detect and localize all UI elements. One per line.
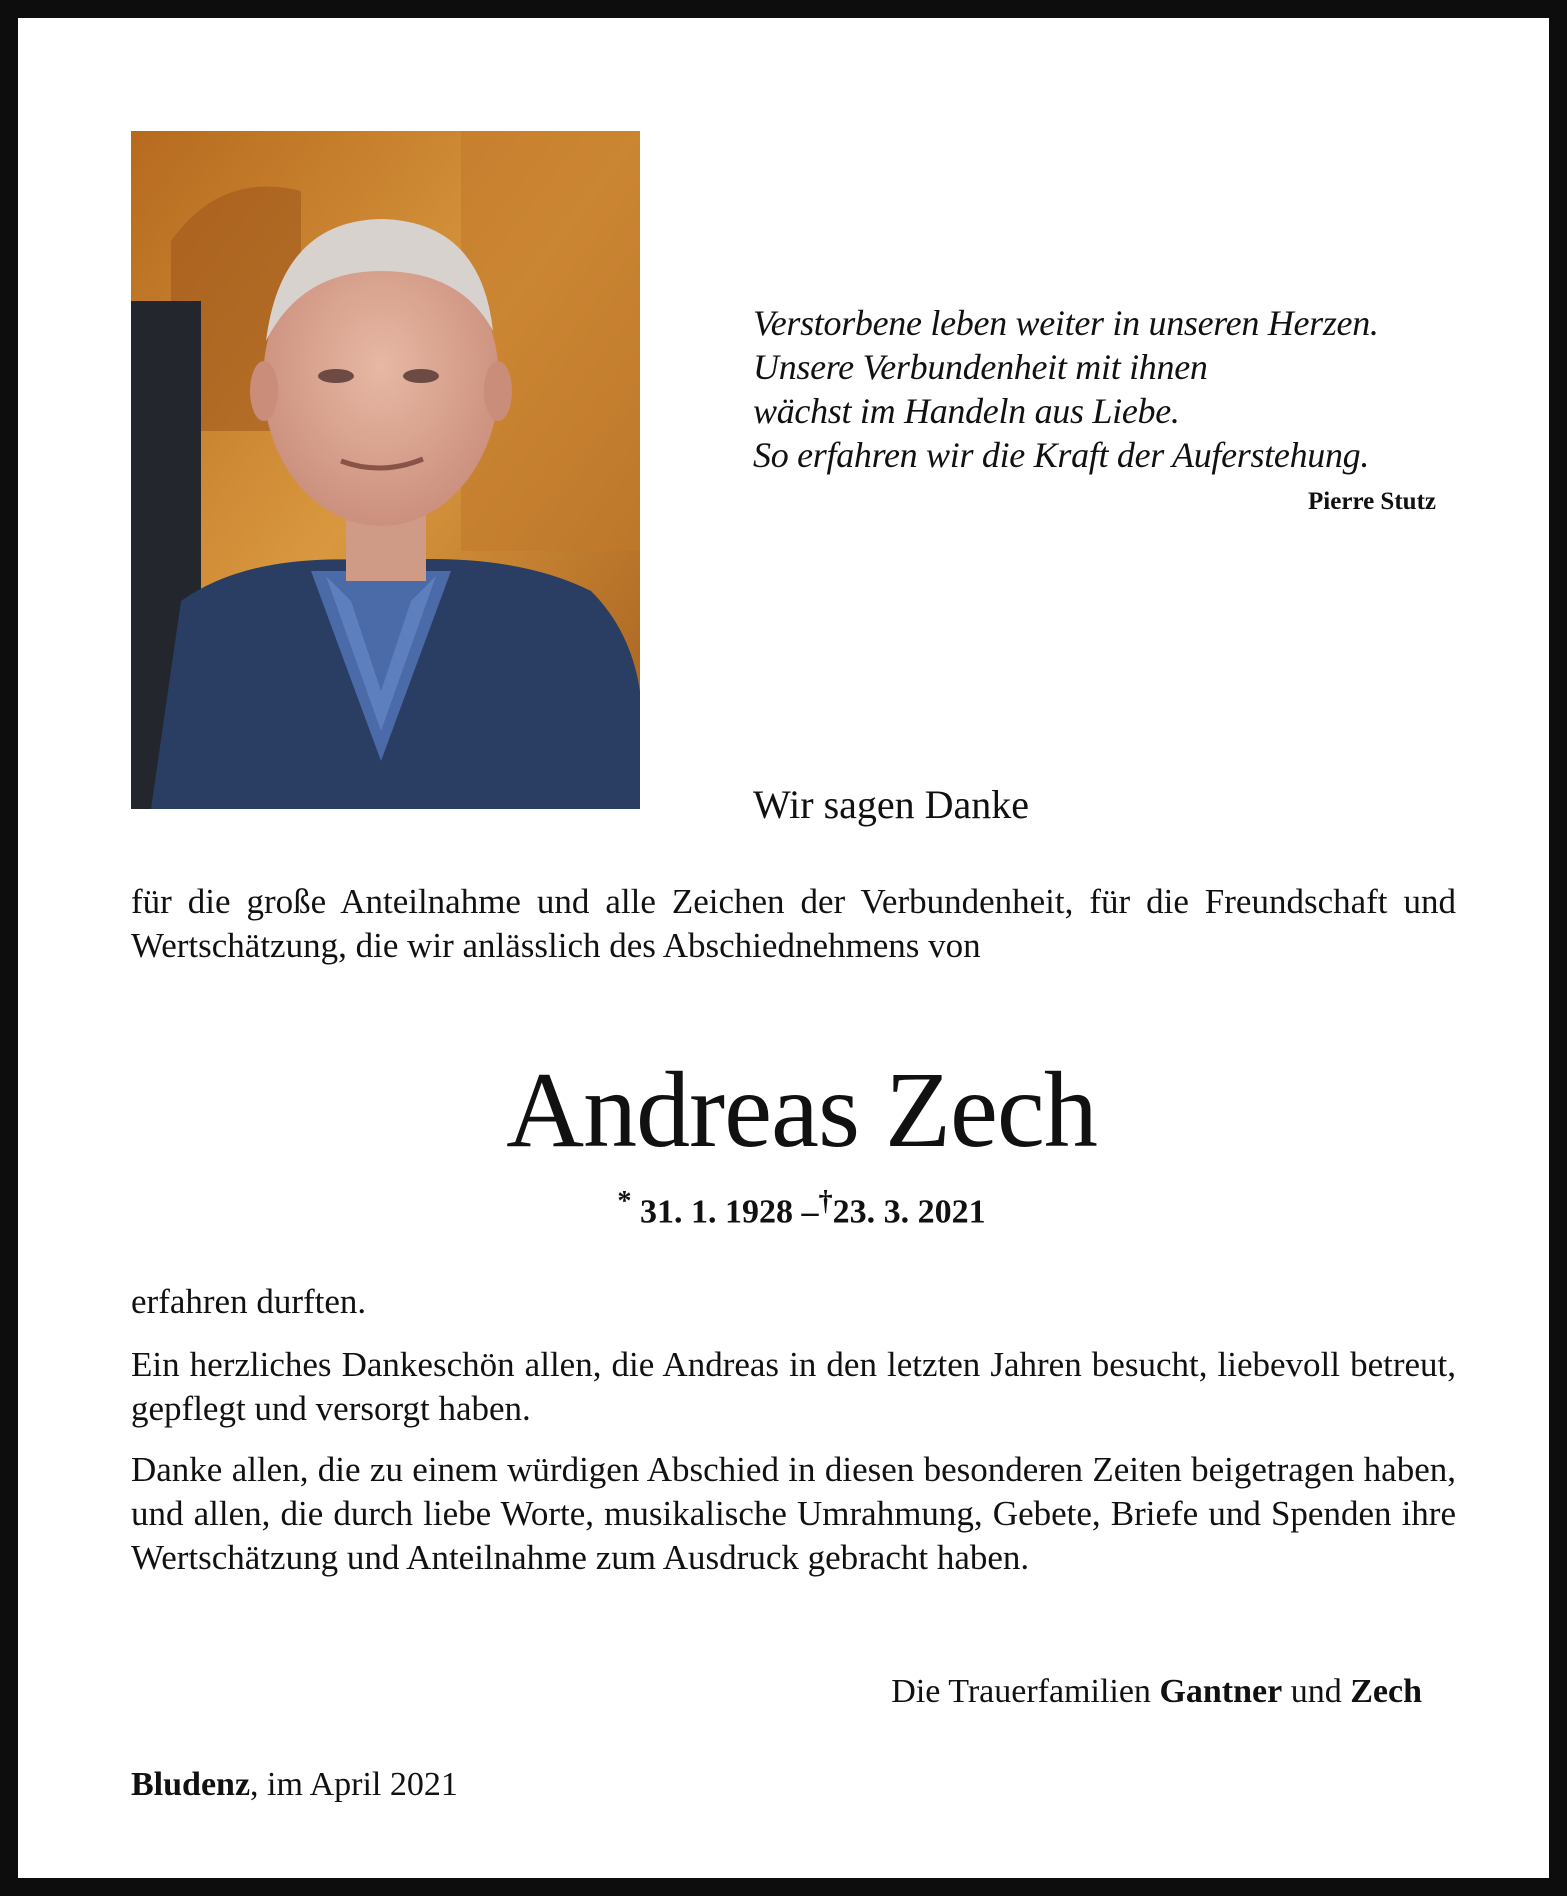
quote-author: Pierre Stutz xyxy=(1308,488,1436,515)
death-date: 23. 3. 2021 xyxy=(832,1193,986,1231)
thanks-heading: Wir sagen Danke xyxy=(753,782,1030,827)
date-dash: – xyxy=(801,1193,819,1231)
portrait-illustration xyxy=(131,131,640,809)
thanks-paragraph-2: Danke allen, die zu einem würdigen Abschied in diesen besonderen Zeiten beigetragen haben, und allen, die durch liebe Worte, musikalische Umrahmung, Gebete, Briefe und Spenden ihre Wertschätzung und Anteilnahme zum Ausdruck gebracht haben. xyxy=(131,1450,1456,1577)
memorial-quote xyxy=(753,301,1483,477)
family-name-1: Gantner xyxy=(1159,1673,1283,1710)
quote-line: Unsere Verbundenheit mit ihnen xyxy=(753,347,1208,387)
signature-prefix: Die Trauerfamilien xyxy=(891,1673,1151,1710)
signature-conjunction: und xyxy=(1290,1673,1342,1710)
quote-line: Verstorbene leben weiter in unseren Herzen. xyxy=(753,303,1379,343)
quote-line: wächst im Handeln aus Liebe. xyxy=(753,391,1180,431)
place-name: Bludenz xyxy=(131,1766,251,1803)
thanks-paragraph-1: Ein herzliches Dankeschön allen, die Andreas in den letzten Jahren besucht, liebevoll betreut, gepflegt und versorgt haben. xyxy=(131,1345,1456,1428)
deceased-name: Andreas Zech xyxy=(506,1051,1097,1170)
born-symbol: * xyxy=(617,1186,632,1217)
closing-fragment: erfahren durften. xyxy=(131,1282,367,1321)
family-name-2: Zech xyxy=(1350,1673,1422,1710)
date-text: , im April 2021 xyxy=(250,1766,458,1803)
place-date xyxy=(131,1766,458,1804)
quote-line: So erfahren wir die Kraft der Auferstehung. xyxy=(753,435,1370,475)
intro-paragraph: für die große Anteilnahme und alle Zeichen der Verbundenheit, für die Freundschaft und Wertschätzung, die wir anlässlich des Abschiednehmens von xyxy=(131,882,1456,965)
signature xyxy=(891,1673,1422,1711)
died-symbol: † xyxy=(818,1186,833,1217)
portrait-photo xyxy=(131,131,640,809)
birth-date: 31. 1. 1928 xyxy=(640,1193,793,1231)
life-dates xyxy=(18,1186,1567,1231)
